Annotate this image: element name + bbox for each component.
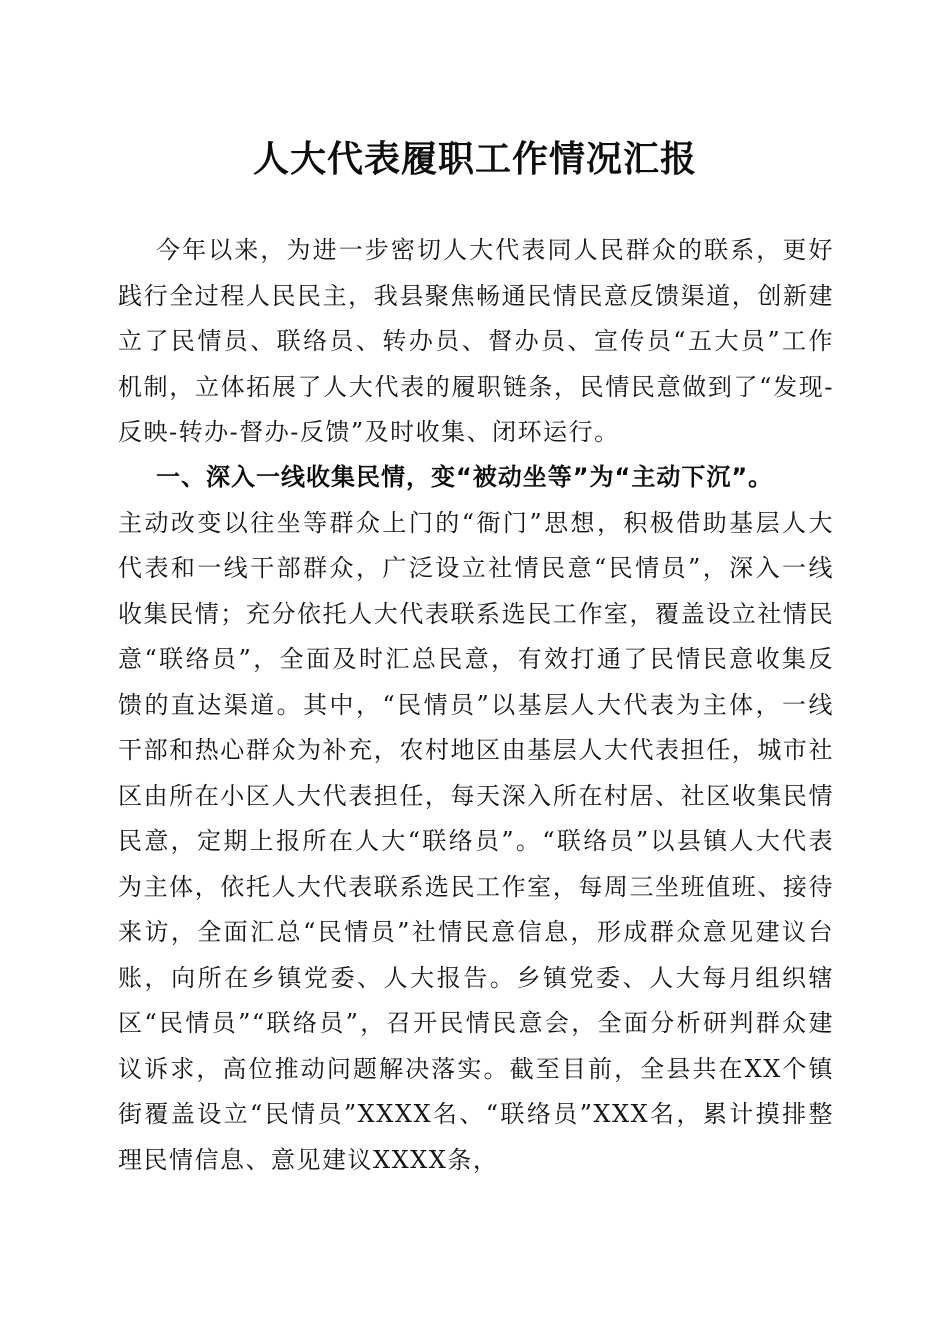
section-1 [118, 455, 834, 1183]
intro-paragraph: 今年以来，为进一步密切人大代表同人民群众的联系，更好践行全过程人民民主，我县聚焦畅通民情民意反馈渠道，创新建立了民情员、联络员、转办员、督办员、宣传员“五大员”工作机制，立体拓展了人大代表的履职链条，民情民意做到了“发现-反映-转办-督办-反馈”及时收集、闭环运行。 [118, 236, 834, 446]
section-1-body: 主动改变以往坐等群众上门的“衙门”思想，积极借助基层人大代表和一线干部群众，广泛设立社情民意“民情员”，深入一线收集民情；充分依托人大代表联系选民工作室，覆盖设立社情民意“联络员”，全面及时汇总民意，有效打通了民情民意收集反馈的直达渠道。其中，“民情员”以基层人大代表为主体，一线干部和热心群众为补充，农村地区由基层人大代表担任，城市社区由所在小区人大代表担任，每天深入所在村居、社区收集民情民意，定期上报所在人大“联络员”。“联络员”以县镇人大代表为主体，依托人大代表联系选民工作室，每周三坐班值班、接待来访，全面汇总“民情员”社情民意信息，形成群众意见建议台账，向所在乡镇党委、人大报告。乡镇党委、人大每月组织辖区“民情员”“联络员”，召开民情民意会，全面分析研判群众建议诉求，高位推动问题解决落实。截至目前，全县共在XX个镇街覆盖设立“民情员”XXXX名、“联络员”XXX名，累计摸排整理民情信息、意见建议XXXX条， [118, 508, 834, 1174]
section-1-heading: 一、深入一线收集民情，变“被动坐等”为“主动下沉”。 [156, 463, 774, 491]
document-title: 人大代表履职工作情况汇报 [252, 138, 697, 180]
